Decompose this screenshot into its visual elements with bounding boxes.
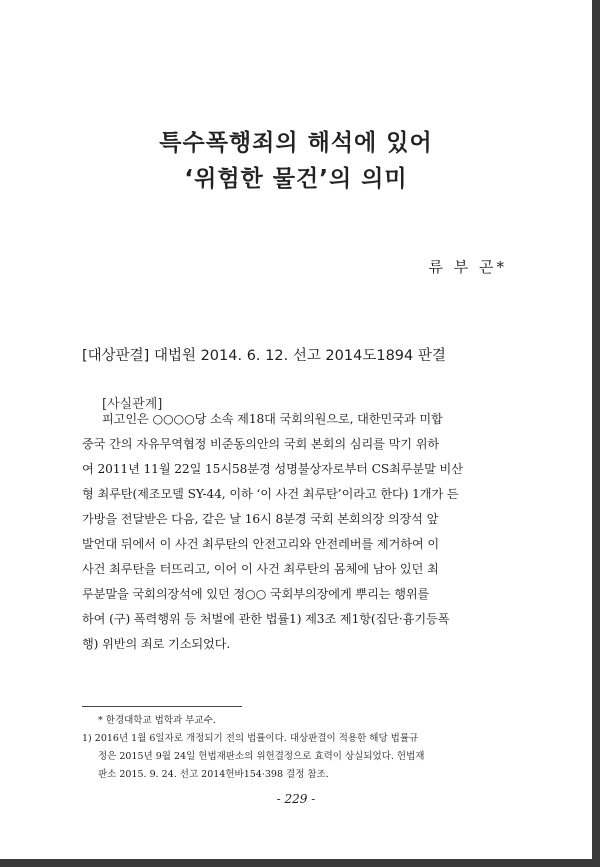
body-line: 행) 위반의 죄로 기소되었다. xyxy=(82,637,231,651)
footnote-1-line: 1) 2016년 1월 6일자로 개정되기 전의 법률이다. 대상판결이 적용한 해당 법률규 xyxy=(82,733,419,744)
footnote-1-line: 판소 2015. 9. 24. 선고 2014헌바154·398 결정 참조. xyxy=(98,769,329,780)
body-line: 피고인은 ○○○○당 소속 제18대 국회의원으로, 대한민국과 미합 xyxy=(102,412,443,426)
section-heading: [사실관계] xyxy=(102,397,163,412)
article-title-line-2: ‘위험한 물건’의 의미 xyxy=(184,166,408,192)
body-line: 가방을 전달받은 다음, 같은 날 16시 8분경 국회 본회의장 의장석 앞 xyxy=(82,512,439,526)
footnote-author: * 한경대학교 법학과 부교수. xyxy=(98,715,216,726)
page-number: - 229 - xyxy=(276,792,316,806)
page-edge-right xyxy=(592,0,600,867)
body-line: 하여 (구) 폭력행위 등 처벌에 관한 법률1) 제3조 제1항(집단·흉기등폭 xyxy=(82,612,450,626)
footnote-separator xyxy=(82,706,242,707)
case-reference: [대상판결] 대법원 2014. 6. 12. 선고 2014도1894 판결 xyxy=(82,348,446,364)
body-line: 여 2011년 11월 22일 15시58분경 성명불상자로부터 CS최루분말 비산 xyxy=(82,462,463,476)
body-line: 루분말을 국회의장석에 있던 정○○ 국회부의장에게 뿌리는 행위를 xyxy=(82,587,430,601)
body-line: 사건 최루탄을 터뜨리고, 이어 이 사건 최루탄의 몸체에 남아 있던 최 xyxy=(82,562,439,576)
body-line: 형 최루탄(제조모델 SY-44, 이하 ‘이 사건 최루탄’이라고 한다) 1개가 든 xyxy=(82,487,459,501)
body-line: 중국 간의 자유무역협정 비준동의안의 국회 본회의 심리를 막기 위하 xyxy=(82,437,440,451)
footnote-1-line: 정은 2015년 9월 24일 헌법재판소의 위헌결정으로 효력이 상실되었다. 헌법재 xyxy=(98,751,425,762)
page-edge-bottom xyxy=(0,859,600,867)
author-name: 류 부 곤* xyxy=(428,258,507,276)
article-title-line-1: 특수폭행죄의 해석에 있어 xyxy=(159,130,433,156)
body-line: 발언대 뒤에서 이 사건 최루탄의 안전고리와 안전레버를 제거하여 이 xyxy=(82,537,440,551)
